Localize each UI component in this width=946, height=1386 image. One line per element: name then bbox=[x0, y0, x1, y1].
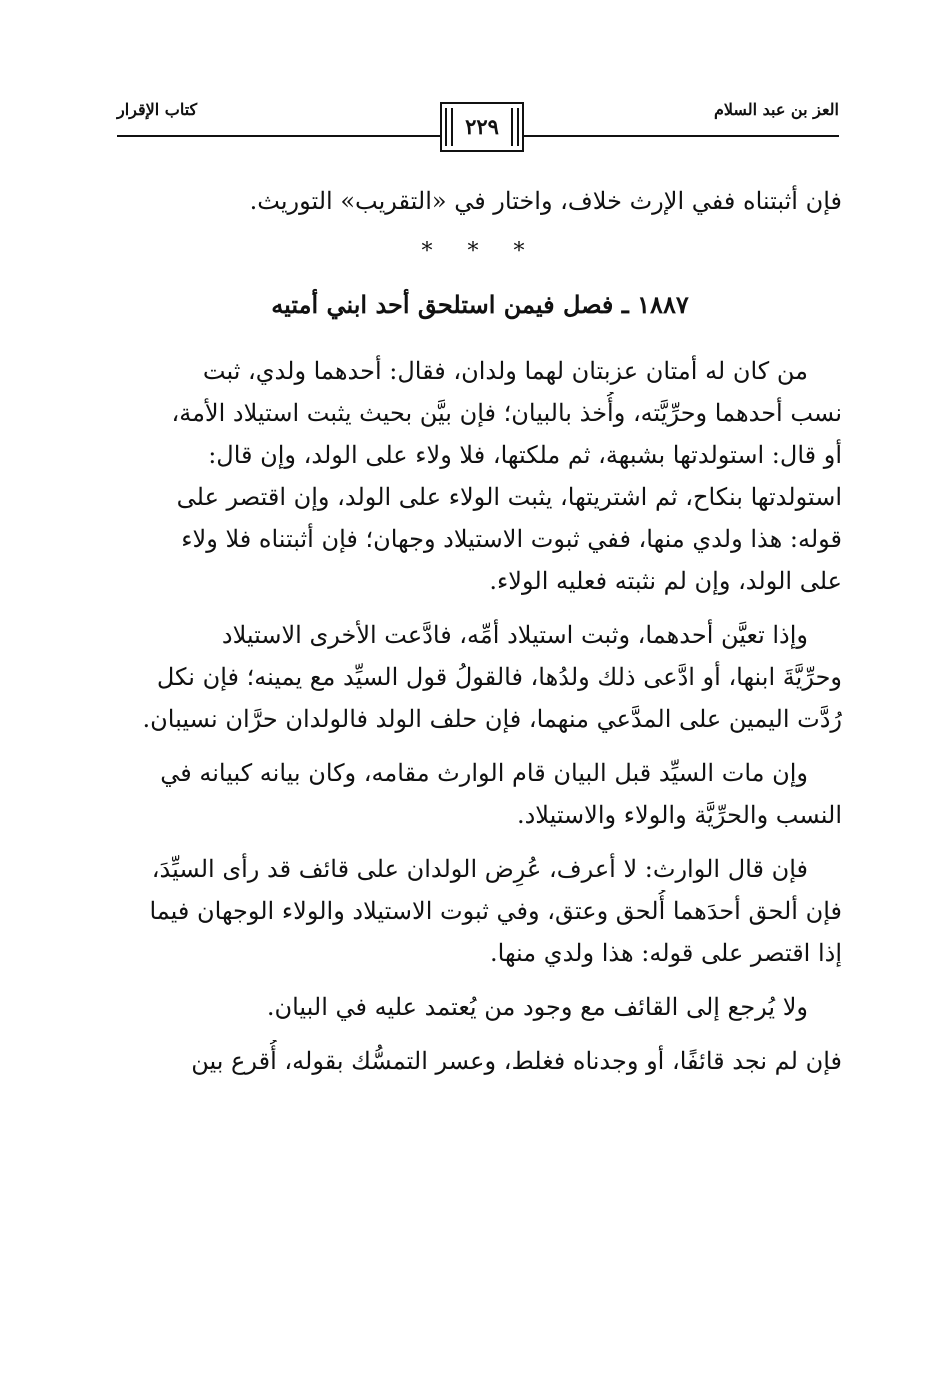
paragraph-line: نسب أحدهما وحرِّيَّته، وأُخذ بالبيان؛ فإن بيَّن بحيث يثبت استيلاد الأمة، bbox=[171, 399, 842, 427]
paragraph-line: استولدتها بنكاح، ثم اشتريتها، يثبت الولاء على الولد، وإن اقتصر على bbox=[176, 483, 842, 511]
paragraph-line: النسب والحرِّيَّة والولاء والاستيلاد. bbox=[516, 801, 842, 829]
section-title: ١٨٨٧ ـ فصل فيمن استلحق أحد ابني أمتيه bbox=[271, 290, 689, 319]
paragraph-3 bbox=[118, 752, 842, 836]
paragraph-5 bbox=[118, 986, 842, 1028]
paragraph-1 bbox=[118, 350, 842, 602]
paragraph-2 bbox=[118, 614, 842, 740]
paragraph-line: ولا يُرجع إلى القائف مع وجود من يُعتمد عليه في البيان. bbox=[266, 993, 808, 1021]
header-chapter: كتاب الإقرار bbox=[117, 100, 198, 119]
paragraph-line: فإن قال الوارث: لا أعرف، عُرِض الولدان على قائف قد رأى السيِّدَ، bbox=[151, 855, 808, 883]
paragraph-line: وإذا تعيَّن أحدهما، وثبت استيلاد أمِّه، فادَّعت الأخرى الاستيلاد bbox=[221, 621, 808, 649]
paragraph-4 bbox=[118, 848, 842, 974]
paragraph-line: فإن ألحق أحدَهما أُلحق وعتق، وفي ثبوت الاستيلاد والولاء الوجهان فيما bbox=[149, 897, 842, 925]
paragraph-line: وحرِّيَّةَ ابنها، أو ادَّعى ذلك ولدُها، فالقولُ قول السيِّد مع يمينه؛ فإن نكل bbox=[156, 663, 842, 691]
paragraph-line: وإن مات السيِّد قبل البيان قام الوارث مقامه، وكان بيانه كبيانه في bbox=[160, 759, 808, 787]
paragraph-line: فإن لم نجد قائفًا، أو وجدناه فغلط، وعسر التمسُّك بقوله، أُقرع بين bbox=[191, 1047, 842, 1075]
paragraph-line: من كان له أمتان عزبتان لهما ولدان، فقال: أحدهما ولدي، ثبت bbox=[202, 357, 808, 385]
page-body bbox=[118, 180, 842, 1082]
section-separator: * * * bbox=[421, 239, 539, 264]
paragraph-line: على الولد، وإن لم نثبته فعليه الولاء. bbox=[489, 567, 842, 595]
paragraph-line: أو قال: استولدتها بشبهة، ثم ملكتها، فلا ولاء على الولد، وإن قال: bbox=[208, 441, 842, 469]
page-number-frame bbox=[440, 102, 524, 152]
paragraph-line: رُدَّت اليمين على المدَّعي منهما، فإن حلف الولد فالولدان حرَّان نسيبان. bbox=[142, 705, 842, 733]
paragraph-line: إذا اقتصر على قوله: هذا ولدي منها. bbox=[490, 939, 842, 967]
intro-line: فإن أثبتناه ففي الإرث خلاف، واختار في «التقريب» التوريث. bbox=[249, 187, 842, 215]
paragraph-line: قوله: هذا ولدي منها، ففي ثبوت الاستيلاد وجهان؛ فإن أثبتناه فلا ولاء bbox=[181, 525, 842, 553]
page-number: ٢٢٩ bbox=[465, 114, 499, 139]
paragraph-6 bbox=[118, 1040, 842, 1082]
header-author: العز بن عبد السلام bbox=[713, 100, 839, 119]
running-header bbox=[117, 92, 839, 158]
